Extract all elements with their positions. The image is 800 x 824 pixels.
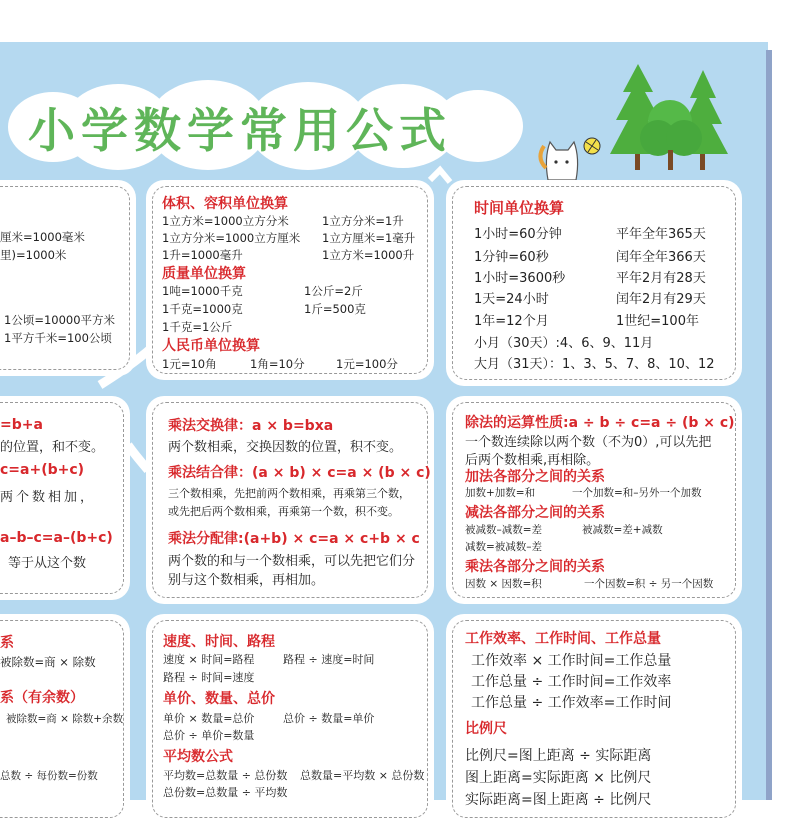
heading-average: 平均数公式 bbox=[163, 749, 233, 765]
text-line: 实际距离=图上距离 ÷ 比例尺 bbox=[465, 792, 652, 808]
text-line: 1千克=1公斤 bbox=[162, 320, 233, 334]
text-line: 1公斤=2斤 bbox=[304, 284, 363, 298]
text-line: 里)=1000米 bbox=[0, 248, 67, 262]
page-title: 小学数学常用公式 bbox=[28, 104, 452, 159]
text-line: 因数 × 因数=积 bbox=[465, 578, 542, 590]
text-line: 1千克=1000克 bbox=[162, 302, 243, 316]
text-line: 平均数=总数量 ÷ 总份数 bbox=[163, 769, 288, 782]
text-line: 工作总量 ÷ 工作时间=工作效率 bbox=[471, 674, 672, 690]
text-line: 一个加数=和–另外一个加数 bbox=[572, 487, 702, 499]
text-line: 1立方分米=1升 bbox=[322, 214, 404, 228]
heading-distributive: 乘法分配律:(a+b) × c=a × c+b × c bbox=[168, 531, 420, 547]
text-line: 一个因数=积 ÷ 另一个因数 bbox=[584, 578, 714, 590]
text-line: 1年=12个月 bbox=[474, 314, 549, 329]
text-line: 工作总量 ÷ 工作效率=工作时间 bbox=[471, 695, 672, 711]
text-line: 1斤=500克 bbox=[304, 302, 366, 316]
heading-speed: 速度、时间、路程 bbox=[163, 634, 275, 650]
text-line: 1立方米=1000立方分米 bbox=[162, 214, 289, 228]
text-line: 1公顷=10000平方米 bbox=[4, 313, 116, 327]
text-line: 1分钟=60秒 bbox=[474, 250, 549, 265]
text-line: 工作效率 × 工作时间=工作总量 bbox=[471, 653, 672, 669]
text-line: 1吨=1000千克 bbox=[162, 284, 243, 298]
text-line: 大月（31天）：1、3、5、7、8、10、12 bbox=[474, 357, 715, 372]
heading-addition-relations: 加法各部分之间的关系 bbox=[465, 469, 605, 485]
text-line: 1升=1000毫升 bbox=[162, 248, 243, 262]
text-line: 1立方分米=1000立方厘米 bbox=[162, 231, 301, 245]
text-line: 路程 ÷ 速度=时间 bbox=[283, 653, 375, 666]
text-line: 被减数=差+减数 bbox=[582, 524, 663, 536]
text-line: 总数 ÷ 每份数=份数 bbox=[0, 770, 98, 782]
tree-icon bbox=[598, 62, 733, 182]
heading-formula: a–b–c=a–(b+c) bbox=[0, 530, 113, 546]
text-line: 两个数相加， bbox=[0, 490, 97, 505]
text-line: 后两个数相乘,再相除。 bbox=[465, 453, 600, 468]
text-line: 平年全年365天 bbox=[616, 227, 706, 242]
heading-money: 人民币单位换算 bbox=[162, 338, 260, 354]
heading-scale: 比例尺 bbox=[465, 721, 507, 737]
heading-time: 时间单位换算 bbox=[474, 199, 565, 217]
heading-commutative: 乘法交换律：a × b=bxa bbox=[168, 418, 334, 434]
heading-associative: 乘法结合律：(a × b) × c=a × (b × c) bbox=[168, 465, 431, 481]
heading-work: 工作效率、工作时间、工作总量 bbox=[465, 631, 661, 647]
text-line: 被除数=商 × 除数 bbox=[0, 655, 96, 669]
text-line: 别与这个数相乘，再相加。 bbox=[168, 573, 325, 588]
text-line: 总份数=总数量 ÷ 平均数 bbox=[163, 786, 288, 799]
text-line: 总价 ÷ 单价=数量 bbox=[163, 729, 255, 742]
heading-volume: 体积、容积单位换算 bbox=[162, 196, 288, 212]
text-line: 小月（30天）:4、6、9、11月 bbox=[474, 336, 654, 351]
text-line: 1元=10角 bbox=[162, 357, 217, 371]
text-line: 三个数相乘，先把前两个数相乘，再乘第三个数， bbox=[168, 487, 410, 500]
text-line: 一个数连续除以两个数（不为0）,可以先把 bbox=[465, 435, 712, 450]
text-line: 1世纪=100年 bbox=[616, 314, 699, 329]
heading-multiplication-relations: 乘法各部分之间的关系 bbox=[465, 559, 605, 575]
text-line: 1角=10分 bbox=[250, 357, 305, 371]
text-line: 1天=24小时 bbox=[474, 292, 549, 307]
text-line: 1立方米=1000升 bbox=[322, 248, 415, 262]
text-line: 被除数=商 × 除数+余数 bbox=[6, 713, 124, 725]
text-line: 等于从这个数 bbox=[8, 556, 87, 571]
text-line: 减数=被减数–差 bbox=[465, 541, 543, 553]
text-line: 1小时=60分钟 bbox=[474, 227, 562, 242]
text-line: 两个数的和与一个数相乘，可以先把它们分 bbox=[168, 554, 416, 569]
text-line: 1元=100分 bbox=[336, 357, 398, 371]
title-banner bbox=[8, 80, 523, 174]
cat-icon bbox=[536, 128, 606, 184]
text-line: 加数+加数=和 bbox=[465, 487, 536, 499]
heading-formula: c=a+(b+c) bbox=[0, 462, 85, 478]
heading-division-relations: 系 bbox=[0, 635, 14, 651]
heading-mass: 质量单位换算 bbox=[162, 266, 246, 282]
text-line: 1立方厘米=1毫升 bbox=[322, 231, 416, 245]
text-line: 1小时=3600秒 bbox=[474, 271, 566, 286]
heading-division-property: 除法的运算性质:a ÷ b ÷ c=a ÷ (b × c) bbox=[465, 415, 735, 431]
text-line: 闰年2月有29天 bbox=[616, 292, 706, 307]
heading-formula: =b+a bbox=[0, 417, 43, 433]
text-line: 被减数–减数=差 bbox=[465, 524, 543, 536]
text-line: 平年2月有28天 bbox=[616, 271, 706, 286]
text-line: 路程 ÷ 时间=速度 bbox=[163, 671, 255, 684]
text-line: 闰年全年366天 bbox=[616, 250, 706, 265]
text-line: 总数量=平均数 × 总份数 bbox=[300, 769, 425, 782]
heading-price: 单价、数量、总价 bbox=[163, 691, 275, 707]
text-line: 图上距离=实际距离 × 比例尺 bbox=[465, 770, 652, 786]
heading-subtraction-relations: 减法各部分之间的关系 bbox=[465, 505, 605, 521]
heading-remainder: 系（有余数） bbox=[0, 690, 84, 706]
text-line: 厘米=1000毫米 bbox=[0, 230, 85, 244]
text-line: 单价 × 数量=总价 bbox=[163, 712, 255, 725]
text-line: 的位置，和不变。 bbox=[0, 440, 105, 455]
text-line: 或先把后两个数相乘，再乘第一个数，积不变。 bbox=[168, 505, 399, 518]
text-line: 总价 ÷ 数量=单价 bbox=[283, 712, 375, 725]
card-length-area bbox=[0, 180, 136, 376]
text-line: 再与第三 bbox=[0, 512, 65, 527]
text-line: 两个数相乘，交换因数的位置，积不变。 bbox=[168, 440, 403, 455]
text-line: 速度 × 时间=路程 bbox=[163, 653, 255, 666]
text-line: 1平方千米=100公顷 bbox=[4, 331, 112, 345]
text-line: 比例尺=图上距离 ÷ 实际距离 bbox=[465, 748, 652, 764]
